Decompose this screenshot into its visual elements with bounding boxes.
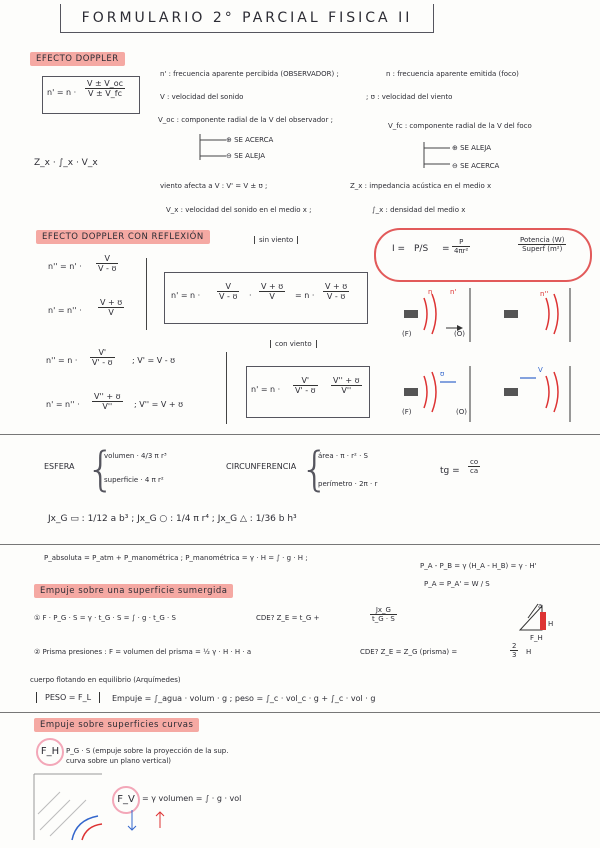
impedance-formula: Z_x · ∫_x · V_x bbox=[34, 158, 98, 168]
eq3-rhs: ; V' = V - ʊ bbox=[132, 356, 176, 365]
diag-u: ʊ bbox=[440, 370, 445, 378]
eq4-num: V'' + ʊ bbox=[94, 392, 121, 401]
fh-circle: F_H bbox=[36, 738, 64, 766]
box1-f2-num: V + ʊ bbox=[261, 282, 284, 291]
esfera-sup: superficie · 4 π r² bbox=[104, 476, 164, 484]
cde2-h: H bbox=[526, 648, 532, 656]
cde1-den: t_G · S bbox=[372, 615, 395, 623]
box1-frac3 bbox=[323, 282, 349, 301]
def-voc: V_oc : componente radial de la V del observador ; bbox=[158, 116, 333, 124]
inertia-line: Jx_G ▭ : 1/12 a b³ ; Jx_G ○ : 1/4 π r⁴ ; Jx_G △ : 1/36 b h³ bbox=[48, 514, 297, 524]
esfera-brace: { bbox=[86, 442, 116, 496]
pressure-diff: P_A - P_B = γ (H_A - H_B) = γ · H' bbox=[420, 562, 537, 570]
tg-label: tg = bbox=[440, 466, 460, 476]
reflexion-heading: EFECTO DOPPLER CON REFLEXIÓN bbox=[36, 230, 210, 244]
diagram-bottom-right bbox=[504, 366, 570, 422]
doppler-formula-lhs: n' = n · bbox=[47, 88, 77, 97]
eq2-num: V + ʊ bbox=[100, 298, 123, 307]
tg-den: ca bbox=[470, 467, 479, 475]
cde2-num: 2 bbox=[512, 642, 517, 650]
doppler-formula-box bbox=[42, 76, 140, 114]
diag-n: n bbox=[428, 288, 433, 296]
reflexion-box-2 bbox=[246, 366, 370, 418]
box1-frac2 bbox=[259, 282, 285, 301]
circ-perim: perímetro · 2π · r bbox=[318, 480, 378, 488]
fv-def: = γ volumen = ∫ · g · vol bbox=[142, 794, 242, 803]
intensity-den: 4πr² bbox=[454, 247, 469, 255]
box2-f1-num: V' bbox=[293, 376, 318, 386]
esfera-vol: volumen · 4/3 π r³ bbox=[104, 452, 167, 460]
flotando-line: cuerpo flotando en equilibrio (Arquímedes) bbox=[30, 676, 181, 684]
intensity-num: P bbox=[452, 238, 470, 247]
eq4-den: V'' bbox=[102, 402, 113, 411]
cde-1: CDE? Z_E = t_G + bbox=[256, 614, 320, 622]
reflexion-box-1 bbox=[164, 272, 368, 324]
box1-f1-num: V bbox=[217, 282, 239, 292]
eq2-lhs: n' = n'' · bbox=[48, 306, 82, 315]
intensity-ps: P/S bbox=[414, 244, 429, 254]
intensity-eq: = bbox=[442, 244, 450, 254]
eq3-num: V' bbox=[90, 348, 115, 358]
esfera-label: ESFERA bbox=[44, 462, 75, 471]
diagram-top-right bbox=[504, 288, 570, 342]
vx-def: V_x : velocidad del sonido en el medio x ; bbox=[166, 206, 312, 214]
intensity-label-num: Potencia (W) bbox=[520, 236, 565, 244]
intensity-label-den: Superf (m²) bbox=[522, 245, 563, 253]
eq3-lhs: n'' = n · bbox=[46, 356, 78, 365]
box2-frac2 bbox=[331, 376, 362, 395]
observer-minus: ⊖ SE ALEJA bbox=[226, 152, 266, 160]
diag-n1: n' bbox=[450, 288, 457, 296]
divider-2 bbox=[0, 544, 600, 545]
doppler-heading: EFECTO DOPPLER bbox=[30, 52, 125, 66]
page-title: FORMULARIO 2° PARCIAL FISICA II bbox=[60, 4, 434, 33]
empuje-line: Empuje = ∫_agua · volum · g ; peso = ∫_c · vol_c · g + ∫_c · vol · g bbox=[112, 694, 376, 703]
eq1-den: V - ʊ bbox=[98, 264, 117, 273]
box1-f3-num: V + ʊ bbox=[325, 282, 348, 291]
box2-frac1 bbox=[293, 376, 318, 395]
box1-dot: · bbox=[249, 291, 252, 300]
cde2-frac bbox=[510, 642, 518, 659]
rho-def: ∫_x : densidad del medio x bbox=[372, 206, 466, 214]
observer-plus: ⊕ SE ACERCA bbox=[226, 136, 274, 144]
box2-f2-num: V'' + ʊ bbox=[333, 376, 360, 385]
circ-brace: { bbox=[300, 442, 330, 496]
cde1-frac bbox=[370, 606, 397, 623]
doppler-formula-frac bbox=[85, 79, 125, 98]
reflection-diagrams bbox=[396, 282, 596, 432]
diag-n2: n'' bbox=[540, 290, 549, 298]
curved-surface-diagram bbox=[20, 770, 190, 844]
eq1-lhs: n'' = n' · bbox=[48, 262, 82, 271]
plana-heading: Empuje sobre una superficie sumergida bbox=[34, 584, 233, 598]
sin-viento-label: sin viento bbox=[254, 236, 298, 244]
box1-lhs: n' = n · bbox=[171, 291, 201, 300]
con-viento-label: con viento bbox=[270, 340, 317, 348]
def-u: ; ʊ : velocidad del viento bbox=[366, 93, 453, 101]
circ-label: CIRCUNFERENCIA bbox=[226, 462, 297, 471]
diag-o-bottom: (O) bbox=[456, 408, 467, 416]
def-v: V : velocidad del sonido bbox=[160, 93, 244, 101]
fh-def: P_G · S (empuje sobre la proyección de la sup. curva sobre un plano vertical) bbox=[66, 747, 229, 765]
prism-h-label: H bbox=[548, 620, 554, 628]
eq4-rhs: ; V'' = V + ʊ bbox=[134, 400, 184, 409]
force-2: ② Prisma presiones : F = volumen del prisma = ½ γ · H · H · a bbox=[34, 648, 252, 656]
prism-fh-label: F_H bbox=[530, 634, 543, 642]
diag-f-bottom: (F) bbox=[402, 408, 412, 416]
eq1-num: V bbox=[96, 254, 118, 264]
diag-f-top: (F) bbox=[402, 330, 412, 338]
intensity-frac bbox=[452, 238, 470, 255]
pressure-abs: P_absoluta = P_atm + P_manométrica ; P_manométrica = γ · H = ∫ · g · H ; bbox=[44, 554, 308, 562]
divider-3 bbox=[0, 712, 600, 713]
def-n-prime: n' : frecuencia aparente percibida (OBSERVADOR) ; bbox=[160, 70, 339, 78]
force-1: ① F · P_G · S = γ · t_G · S = ∫ · g · t_G · S bbox=[34, 614, 176, 622]
foco-plus: ⊕ SE ALEJA bbox=[452, 144, 492, 152]
wind-line: viento afecta a V : V' = V ± ʊ ; bbox=[160, 182, 268, 190]
eq4-lhs: n' = n'' · bbox=[46, 400, 80, 409]
doppler-formula-den: V ± V_fc bbox=[88, 89, 122, 98]
box1-f1-den: V - ʊ bbox=[219, 292, 238, 301]
box1-f3-den: V - ʊ bbox=[326, 292, 346, 301]
cde1-num: Jx_G bbox=[370, 606, 397, 615]
cde-2: CDE? Z_E = Z_G (prisma) = bbox=[360, 648, 458, 656]
brace-2 bbox=[226, 352, 237, 424]
doppler-formula-num: V ± V_oc bbox=[87, 79, 124, 88]
eq2-den: V bbox=[108, 308, 114, 317]
eq4-frac bbox=[92, 392, 123, 411]
intensity-label-frac bbox=[518, 236, 566, 253]
tg-num: co bbox=[470, 458, 479, 466]
intensity-i: I = bbox=[392, 244, 406, 254]
prism-a-label: a bbox=[538, 602, 543, 610]
box1-eq: = n · bbox=[295, 291, 315, 300]
box1-frac1 bbox=[217, 282, 239, 301]
box1-f2-den: V bbox=[269, 292, 275, 301]
diag-o-top: (O) bbox=[454, 330, 465, 338]
eq3-frac bbox=[90, 348, 115, 367]
peso-fl: PESO = F_L bbox=[36, 692, 100, 703]
curva-heading: Empuje sobre superficies curvas bbox=[34, 718, 199, 732]
def-n: n : frecuencia aparente emitida (foco) bbox=[386, 70, 519, 78]
eq2-frac bbox=[98, 298, 124, 317]
cde2-den: 3 bbox=[512, 651, 517, 659]
eq3-den: V' - ʊ bbox=[92, 358, 113, 367]
tg-frac bbox=[468, 458, 480, 475]
eq1-frac bbox=[96, 254, 118, 273]
def-vfc: V_fc : componente radial de la V del foco bbox=[388, 122, 532, 130]
diag-v: V bbox=[538, 366, 543, 374]
box2-lhs: n' = n · bbox=[251, 385, 281, 394]
box2-f1-den: V' - ʊ bbox=[295, 386, 316, 395]
box2-f2-den: V'' bbox=[341, 386, 352, 395]
circ-area: área · π · r² · S bbox=[318, 452, 368, 460]
fv-circle: F_V bbox=[112, 786, 140, 814]
foco-minus: ⊖ SE ACERCA bbox=[452, 162, 500, 170]
pressure-a: P_A = P_A' = W / S bbox=[424, 580, 490, 588]
divider-1 bbox=[0, 434, 600, 435]
brace-1 bbox=[146, 258, 157, 330]
impedance-def: Z_x : impedancia acústica en el medio x bbox=[350, 182, 492, 190]
